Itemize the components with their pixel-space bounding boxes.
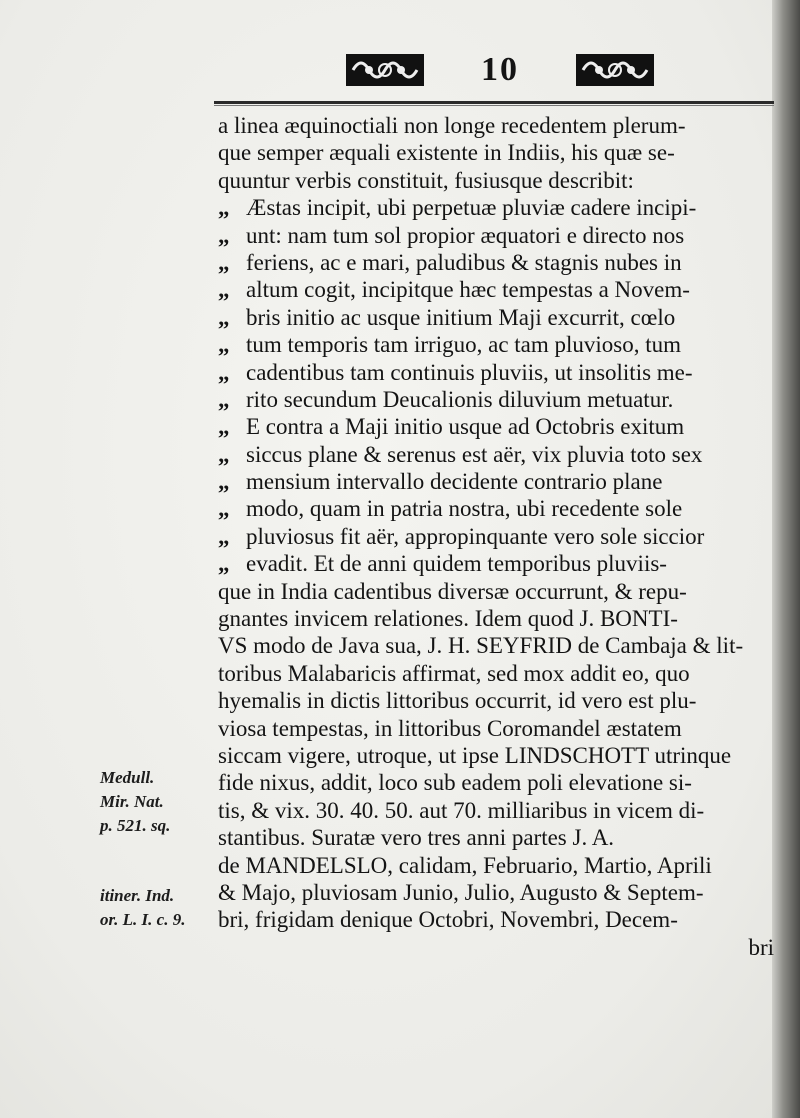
- line-text: bri, frigidam denique Octobri, Novembri, Decem-: [218, 907, 678, 933]
- margin-note-line: p. 521. sq.: [100, 816, 171, 835]
- text-line: [218, 386, 778, 413]
- margin-note-line: itiner. Ind.: [100, 886, 175, 905]
- text-line: [218, 249, 778, 276]
- quote-mark: „: [218, 359, 230, 385]
- text-line: [218, 139, 778, 166]
- running-header: [345, 46, 655, 94]
- text-line: [218, 441, 778, 468]
- header-rule: [214, 101, 774, 104]
- margin-note: [100, 884, 185, 932]
- text-line: [218, 797, 778, 824]
- text-line: [218, 687, 778, 714]
- text-line: [218, 824, 778, 851]
- line-text: cadentibus tam continuis pluviis, ut insolitis me-: [246, 359, 693, 385]
- quote-mark: „: [218, 386, 230, 412]
- line-text: a linea æquinoctiali non longe recedentem plerum-: [218, 113, 686, 138]
- text-line: [218, 578, 778, 605]
- line-text: VS modo de Java sua, J. H. SEYFRID de Cambaja & lit-: [218, 633, 744, 659]
- margin-note-line: Medull.: [100, 768, 155, 787]
- line-text: bris initio ac usque initium Maji excurrit, cœlo: [246, 304, 676, 330]
- page-number: 10: [481, 51, 519, 88]
- margin-note-line: Mir. Nat.: [100, 792, 164, 811]
- ornament-left-icon: [345, 51, 425, 89]
- text-line: [218, 413, 778, 440]
- quote-mark: „: [218, 551, 230, 577]
- text-line: [218, 879, 778, 906]
- line-text: que semper æquali existente in Indiis, his quæ se-: [218, 140, 675, 166]
- margin-note-line: or. L. I. c. 9.: [100, 910, 186, 929]
- line-text: altum cogit, incipitque hæc tempestas a Novem-: [246, 277, 690, 303]
- text-line: [218, 304, 778, 331]
- text-block: [218, 112, 778, 961]
- quote-mark: „: [218, 469, 230, 495]
- text-line: [218, 523, 778, 550]
- text-line: [218, 550, 778, 577]
- line-text: mensium intervallo decidente contrario plane: [246, 469, 663, 495]
- quote-mark: „: [218, 222, 230, 248]
- text-line: [218, 605, 778, 632]
- text-line: [218, 112, 778, 139]
- text-line: [218, 468, 778, 495]
- line-text: feriens, ac e mari, paludibus & stagnis nubes in: [246, 249, 682, 275]
- quote-mark: „: [218, 414, 230, 440]
- line-text: & Majo, pluviosam Junio, Julio, Augusto & Septem-: [218, 879, 704, 905]
- text-line: [218, 331, 778, 358]
- text-line: [218, 359, 778, 386]
- line-text: stantibus. Suratæ vero tres anni partes J. A.: [218, 825, 615, 851]
- line-text: fide nixus, addit, loco sub eadem poli elevatione si-: [218, 770, 692, 796]
- text-line: [218, 852, 778, 879]
- quote-mark: „: [218, 496, 230, 522]
- text-line: [218, 742, 778, 769]
- line-text: de MANDELSLO, calidam, Februario, Martio, Aprili: [218, 852, 712, 878]
- line-text: siccus plane & serenus est aër, vix pluvia toto sex: [246, 441, 703, 467]
- line-text: gnantes invicem relationes. Idem quod J. BONTI-: [218, 606, 678, 632]
- quote-mark: „: [218, 304, 230, 330]
- text-line: [218, 194, 778, 221]
- text-line: [218, 495, 778, 522]
- header-rule-thin: [214, 105, 774, 106]
- line-text: tum temporis tam irriguo, ac tam pluvioso, tum: [246, 332, 682, 358]
- quote-mark: „: [218, 249, 230, 275]
- text-line: [218, 222, 778, 249]
- line-text: E contra a Maji initio usque ad Octobris exitum: [246, 414, 685, 440]
- line-text: quuntur verbis constituit, fusiusque describit:: [218, 167, 634, 193]
- quote-mark: „: [218, 332, 230, 358]
- line-text: rito secundum Deucalionis diluvium metuatur.: [246, 386, 674, 412]
- line-text: que in India cadentibus diversæ occurrunt, & repu-: [218, 578, 687, 604]
- text-line: [218, 660, 778, 687]
- quote-mark: „: [218, 277, 230, 303]
- quote-mark: „: [218, 195, 230, 221]
- line-text: toribus Malabaricis affirmat, sed mox addit eo, quo: [218, 660, 690, 686]
- text-line: [218, 276, 778, 303]
- line-text: tis, & vix. 30. 40. 50. aut 70. milliaribus in vicem di-: [218, 797, 705, 823]
- catchword: bri: [748, 934, 774, 960]
- line-text: modo, quam in patria nostra, ubi recedente sole: [246, 496, 683, 522]
- line-text: viosa tempestas, in littoribus Coromandel æstatem: [218, 715, 682, 741]
- line-text: evadit. Et de anni quidem temporibus pluviis-: [246, 551, 667, 577]
- ornament-right-icon: [575, 51, 655, 89]
- text-line: [218, 769, 778, 796]
- text-line: [218, 167, 778, 194]
- text-line: [218, 632, 778, 659]
- line-text: unt: nam tum sol propior æquatori e directo nos: [246, 222, 685, 248]
- line-text: Æstas incipit, ubi perpetuæ pluviæ cadere incipi-: [246, 195, 697, 221]
- margin-note: [100, 766, 170, 838]
- text-line: [218, 906, 778, 933]
- line-text: pluviosus fit aër, appropinquante vero sole siccior: [246, 523, 705, 549]
- line-text: hyemalis in dictis littoribus occurrit, id vero est plu-: [218, 688, 697, 714]
- text-line: [218, 715, 778, 742]
- quote-mark: „: [218, 523, 230, 549]
- quote-mark: „: [218, 441, 230, 467]
- line-text: siccam vigere, utroque, ut ipse LINDSCHOTT utrinque: [218, 742, 732, 768]
